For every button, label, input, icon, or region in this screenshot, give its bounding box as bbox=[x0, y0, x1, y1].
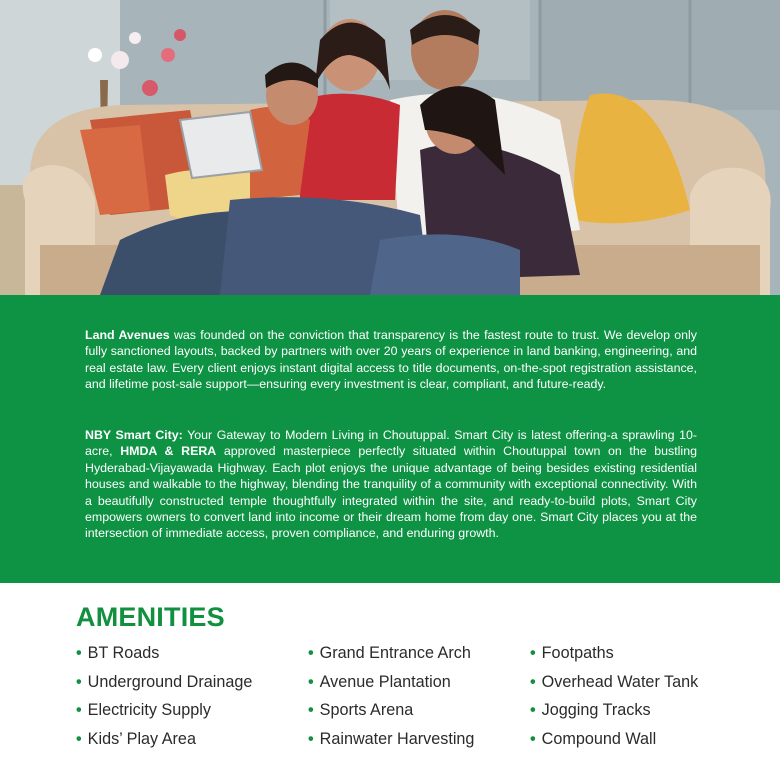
bullet: • bbox=[308, 644, 314, 662]
amenity-label: Electricity Supply bbox=[87, 701, 211, 719]
list-item bbox=[530, 729, 698, 758]
list-item bbox=[76, 729, 252, 758]
amenity-label: Kids’ Play Area bbox=[87, 729, 196, 748]
bullet: • bbox=[530, 672, 536, 691]
list-item bbox=[530, 672, 698, 701]
amenity-label: Sports Arena bbox=[319, 701, 414, 719]
list-item bbox=[76, 672, 252, 701]
approval-highlight: HMDA & RERA bbox=[120, 444, 217, 459]
amenity-label: Footpaths bbox=[541, 644, 614, 662]
amenities-column-3 bbox=[530, 643, 698, 757]
about-section bbox=[0, 295, 780, 583]
amenity-label: Underground Drainage bbox=[87, 672, 253, 691]
list-item bbox=[308, 643, 474, 672]
list-item bbox=[308, 700, 474, 729]
list-item bbox=[530, 643, 698, 672]
about-paragraph bbox=[85, 327, 697, 393]
amenity-label: Rainwater Harvesting bbox=[319, 729, 475, 748]
bullet: • bbox=[530, 644, 536, 662]
bullet: • bbox=[530, 701, 536, 719]
bullet: • bbox=[76, 701, 82, 719]
about-text: was founded on the conviction that transparency is the fastest route to trust. We develop only fully sanctioned layouts, backed by partners with over 20 years of experience in land banking, engineering, and real estate law. Every client enjoys instant digital access to title documents, on-the-spot registration assistance, and lifetime post-sale support—ensuring every investment is clear, compliant, and future-ready. bbox=[85, 328, 697, 392]
list-item bbox=[530, 700, 698, 729]
amenity-label: BT Roads bbox=[87, 644, 160, 662]
amenity-label: Grand Entrance Arch bbox=[319, 644, 471, 662]
bullet: • bbox=[530, 729, 536, 748]
family-photo bbox=[0, 0, 780, 295]
amenities-title: AMENITIES bbox=[76, 602, 225, 632]
brand-name: Land Avenues bbox=[85, 328, 170, 342]
bullet: • bbox=[308, 672, 314, 691]
family-on-sofa-photo bbox=[0, 0, 780, 295]
amenity-label: Overhead Water Tank bbox=[541, 672, 699, 691]
amenity-label: Jogging Tracks bbox=[541, 701, 651, 719]
bullet: • bbox=[76, 672, 82, 691]
project-name: NBY Smart City: bbox=[85, 428, 183, 442]
amenity-label: Compound Wall bbox=[541, 729, 657, 748]
list-item bbox=[76, 700, 252, 729]
bullet: • bbox=[308, 701, 314, 719]
bullet: • bbox=[308, 729, 314, 748]
project-text-b: approved masterpiece perfectly situated within Choutuppal town on the bustling Hyderabad-Vijayawada Highway. Each plot enjoys the unique advantage of being besides existing residential houses and walkable to the highway, blending the tranquility of a community with exceptional connectivity. With a beautifully constructed temple thoughtfully integrated within the site, and ready-to-build plots, Smart City empowers owners to convert land into income or their dream home from day one. Smart City places you at the intersection of immediate access, proven compliance, and enduring growth. bbox=[85, 444, 697, 541]
list-item bbox=[308, 672, 474, 701]
amenities-column-1 bbox=[76, 643, 252, 757]
amenities-column-2 bbox=[308, 643, 474, 757]
list-item bbox=[308, 729, 474, 758]
bullet: • bbox=[76, 729, 82, 748]
bullet: • bbox=[76, 644, 82, 662]
project-paragraph bbox=[85, 427, 697, 542]
list-item bbox=[76, 643, 252, 672]
project-text-a: Your Gateway to Modern Living in Choutuppal. Smart City is latest offering-a sprawling 10-acre, bbox=[85, 428, 697, 459]
amenity-label: Avenue Plantation bbox=[319, 672, 451, 691]
